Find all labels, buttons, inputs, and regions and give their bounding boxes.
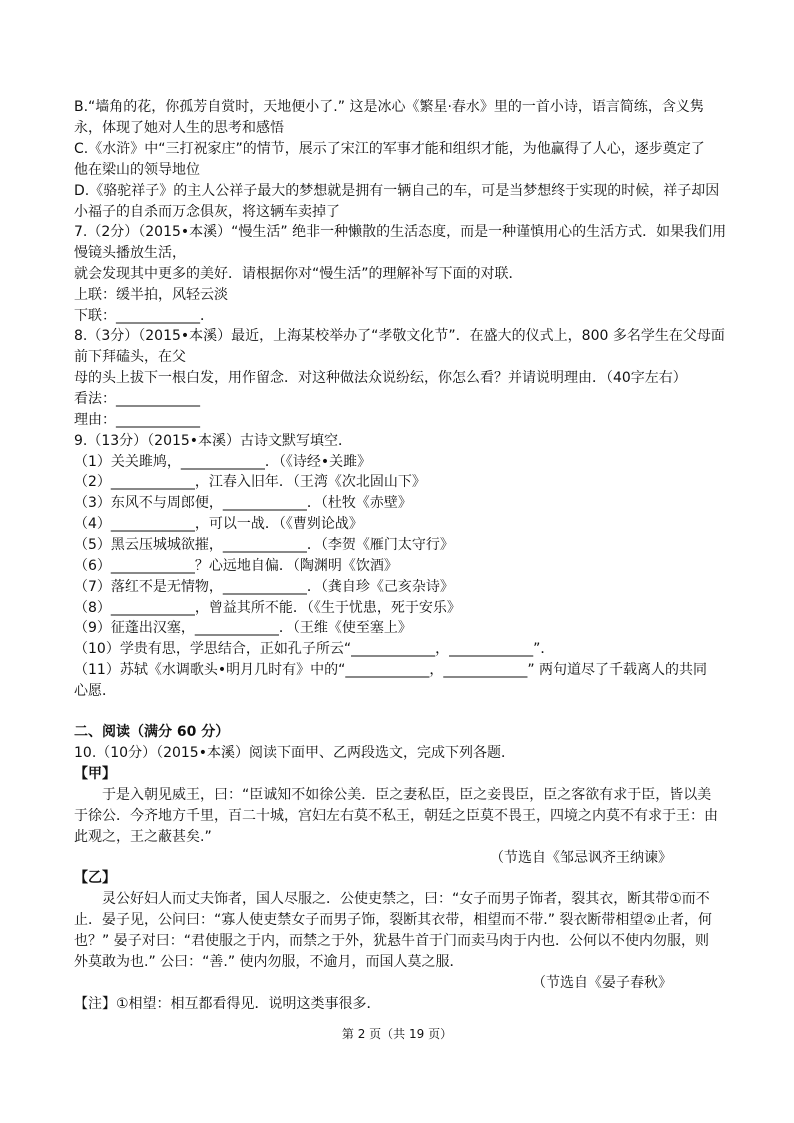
passage-a-source: （节选自《邹忌讽齐王纳谏》 (490, 850, 672, 866)
question-7-line-2: 慢镜头播放生活， (74, 245, 186, 261)
page-footer: 第 2 页（共 19 页） (341, 1027, 453, 1041)
question-7-line-1: 7.（2分）（2015•本溪）“慢生活” 绝非一种懒散的生活态度，而是一种谨慎用心的生活方式．如果我们用 (74, 224, 727, 240)
question-9-item-9: （9）征蓬出汉塞，____________．（王维《使至塞上》 (74, 620, 412, 636)
question-9-item-6: （6）____________？心远地自偏．（陶渊明《饮酒》 (74, 558, 398, 574)
question-9-item-2: （2）____________，江春入旧年．（王湾《次北固山下》 (74, 474, 426, 490)
passage-b-line-3: 也？” 晏子对曰：“君使服之于内，而禁之于外，犹悬牛首于门而卖马肉于内也．公何以不使内勿服，则 (74, 933, 709, 949)
passage-a-line-1: 于是入朝见威王，曰：“臣诚知不如徐公美．臣之妻私臣，臣之妾畏臣，臣之客欲有求于臣，皆以美 (102, 787, 712, 803)
passage-b-line-1: 灵公好妇人而丈夫饰者，国人尽服之．公使吏禁之，曰：“女子而男子饰者，裂其衣，断其带①而不 (102, 891, 710, 907)
question-9-item-10: （10）学贵有思，学思结合，正如孔子所云“____________，____________”． (74, 641, 555, 657)
question-8-line-2: 前下拜磕头，在父 (74, 349, 186, 365)
question-7-lower-couplet: 下联：____________． (74, 308, 214, 324)
passage-a-line-2: 于徐公．今齐地方千里，百二十城，宫妇左右莫不私王，朝廷之臣莫不畏王，四境之内莫不有求于王：由 (74, 808, 718, 824)
question-9-item-4: （4）____________，可以一战．（《曹刿论战》 (74, 516, 363, 532)
question-9-item-5: （5）黑云压城城欲摧，____________．（李贺《雁门太守行》 (74, 537, 454, 553)
option-d-line-2: 小福子的自杀而万念俱灰，将这辆车卖掉了 (74, 204, 340, 220)
question-7-line-3: 就会发现其中更多的美好．请根据你对“慢生活”的理解补写下面的对联． (74, 266, 523, 282)
option-b-line-2: 永，体现了她对人生的思考和感悟 (74, 120, 284, 136)
passage-b-line-2: 止．晏子见，公问曰：“寡人使吏禁女子而男子饰，裂断其衣带，相望而不带.” 裂衣断带相望②止者，何 (74, 912, 712, 928)
annotation-note: 【注】①相望：相互都看得见．说明这类事很多． (74, 996, 381, 1012)
question-9-title: 9.（13分）（2015•本溪）古诗文默写填空． (74, 433, 353, 449)
passage-b-line-4: 外莫敢为也.” 公曰：“善.” 使内勿服，不逾月，而国人莫之服． (74, 954, 464, 970)
question-9-item-11-line-1: （11）苏轼《水调歌头•明月几时有》中的“____________，____________” 两句道尽了千载离人的共同 (74, 662, 708, 678)
question-9-item-1: （1）关关雎鸠，____________．（《诗经•关雎》 (74, 454, 372, 470)
question-7-upper-couplet: 上联：缓半拍，风轻云淡 (74, 287, 228, 303)
passage-a-line-3: 此观之，王之蔽甚矣.” (74, 829, 212, 845)
option-d-line-1: D.《骆驼祥子》的主人公祥子最大的梦想就是拥有一辆自己的车，可是当梦想终于实现的时候，祥子却因 (74, 183, 720, 199)
option-b-line-1: B.“墙角的花，你孤芳自赏时，天地便小了.” 这是冰心《繁星·春水》里的一首小诗，语言简练，含义隽 (74, 99, 704, 115)
option-c-line-1: C.《水浒》中“三打祝家庄”的情节，展示了宋江的军事才能和组织才能，为他赢得了人心，逐步奠定了 (74, 141, 705, 157)
question-8-line-1: 8.（3分）（2015•本溪）最近，上海某校举办了“孝敬文化节”．在盛大的仪式上，800 多名学生在父母面 (74, 328, 725, 344)
question-9-item-7: （7）落红不是无情物，____________．（龚自珍《己亥杂诗》 (74, 579, 454, 595)
passage-b-source: （节选自《晏子春秋》 (532, 975, 672, 991)
question-9-item-11-line-2: 心愿． (74, 683, 116, 699)
question-9-item-8: （8）____________，曾益其所不能．（《生于忧患，死于安乐》 (74, 600, 461, 616)
question-8-line-3: 母的头上拔下一根白发，用作留念．对这种做法众说纷纭，你怎么看？并请说明理由．（40字左右） (74, 370, 687, 386)
section-2-heading: 二、阅读（满分 60 分） (74, 724, 230, 740)
passage-b-label: 【乙】 (74, 870, 116, 886)
question-8-opinion: 看法：____________ (74, 391, 200, 407)
option-c-line-2: 他在梁山的领导地位 (74, 162, 200, 178)
question-8-reason: 理由：____________ (74, 412, 200, 428)
passage-a-label: 【甲】 (74, 766, 116, 782)
question-9-item-3: （3）东风不与周郎便，____________．（杜牧《赤壁》 (74, 495, 412, 511)
question-10-title: 10.（10分）（2015•本溪）阅读下面甲、乙两段选文，完成下列各题． (74, 745, 515, 761)
